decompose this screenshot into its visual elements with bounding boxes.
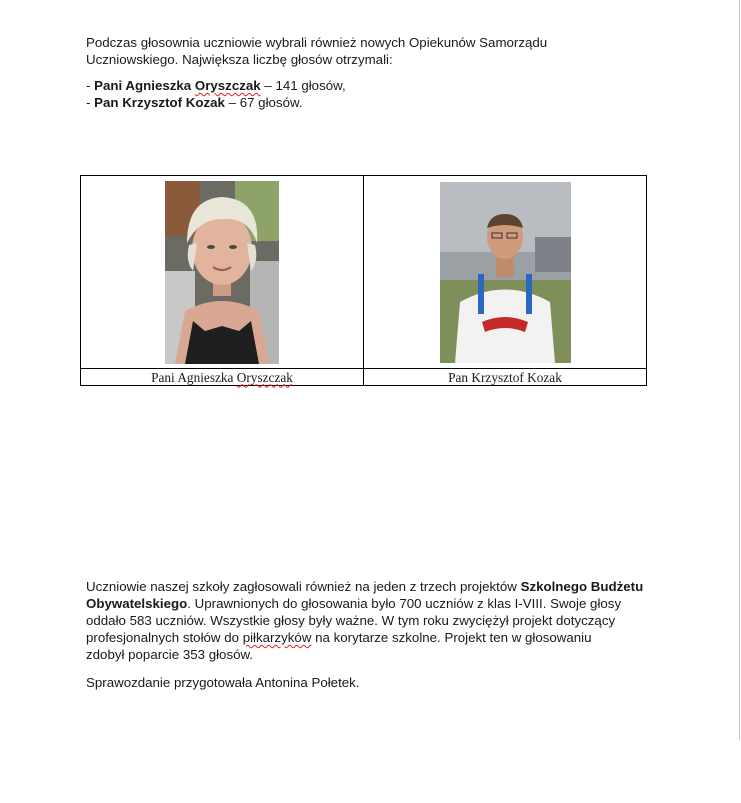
budget-paragraph: Uczniowie naszej szkoły zagłosowali również na jeden z trzech projektów Szkolnego Budżetu Obywatelskiego. Uprawnionych do głosowania było 700 uczniów z klas I-VIII. Swoje głosy oddało 583 uczniów. Wszystkie głosy były ważne. W tym roku zwyciężył projekt dotyczący profesjonalnych stołów do piłkarzyków na korytarze szkolne. Projekt ten w głosowaniu zdobył poparcie 353 głosów. <box>86 579 644 662</box>
photo-cell-2 <box>364 176 647 369</box>
misspelled-word: piłkarzyków <box>242 630 312 645</box>
bullet-dash: - <box>86 95 95 110</box>
bullet-dash: - <box>86 78 95 93</box>
intro-line-2: Uczniowskiego. Największa liczbę głosów otrzymali: <box>86 52 393 67</box>
portrait-photo-agnieszka <box>165 181 279 364</box>
report-author: Sprawozdanie przygotowała Antonina Połetek. <box>86 675 360 690</box>
intro-line-1: Podczas głosownia uczniowie wybrali również nowych Opiekunów Samorządu <box>86 35 548 50</box>
portrait-photo-krzysztof <box>440 182 571 363</box>
candidate-name: Pan Krzysztof Kozak <box>94 95 225 110</box>
caption-krzysztof: Pan Krzysztof Kozak <box>364 369 647 386</box>
photo-table <box>80 175 647 386</box>
page-edge <box>739 0 740 740</box>
misspelled-word: Oryszczak <box>236 369 293 385</box>
budget-name: Szkolnego Budżetu <box>520 579 644 594</box>
intro-paragraph <box>86 34 666 68</box>
candidate-list <box>86 77 666 111</box>
candidate-name: Pani Agnieszka Oryszczak <box>94 78 261 93</box>
photo-cell-1 <box>81 176 364 369</box>
budget-name: Obywatelskiego <box>86 596 188 611</box>
candidate-item <box>86 95 303 110</box>
vote-count: – 67 głosów. <box>224 95 303 110</box>
candidate-item <box>86 78 346 93</box>
misspelled-word: Oryszczak <box>194 78 261 93</box>
vote-count: – 141 głosów, <box>260 78 346 93</box>
caption-agnieszka: Pani Agnieszka Oryszczak <box>81 369 364 386</box>
